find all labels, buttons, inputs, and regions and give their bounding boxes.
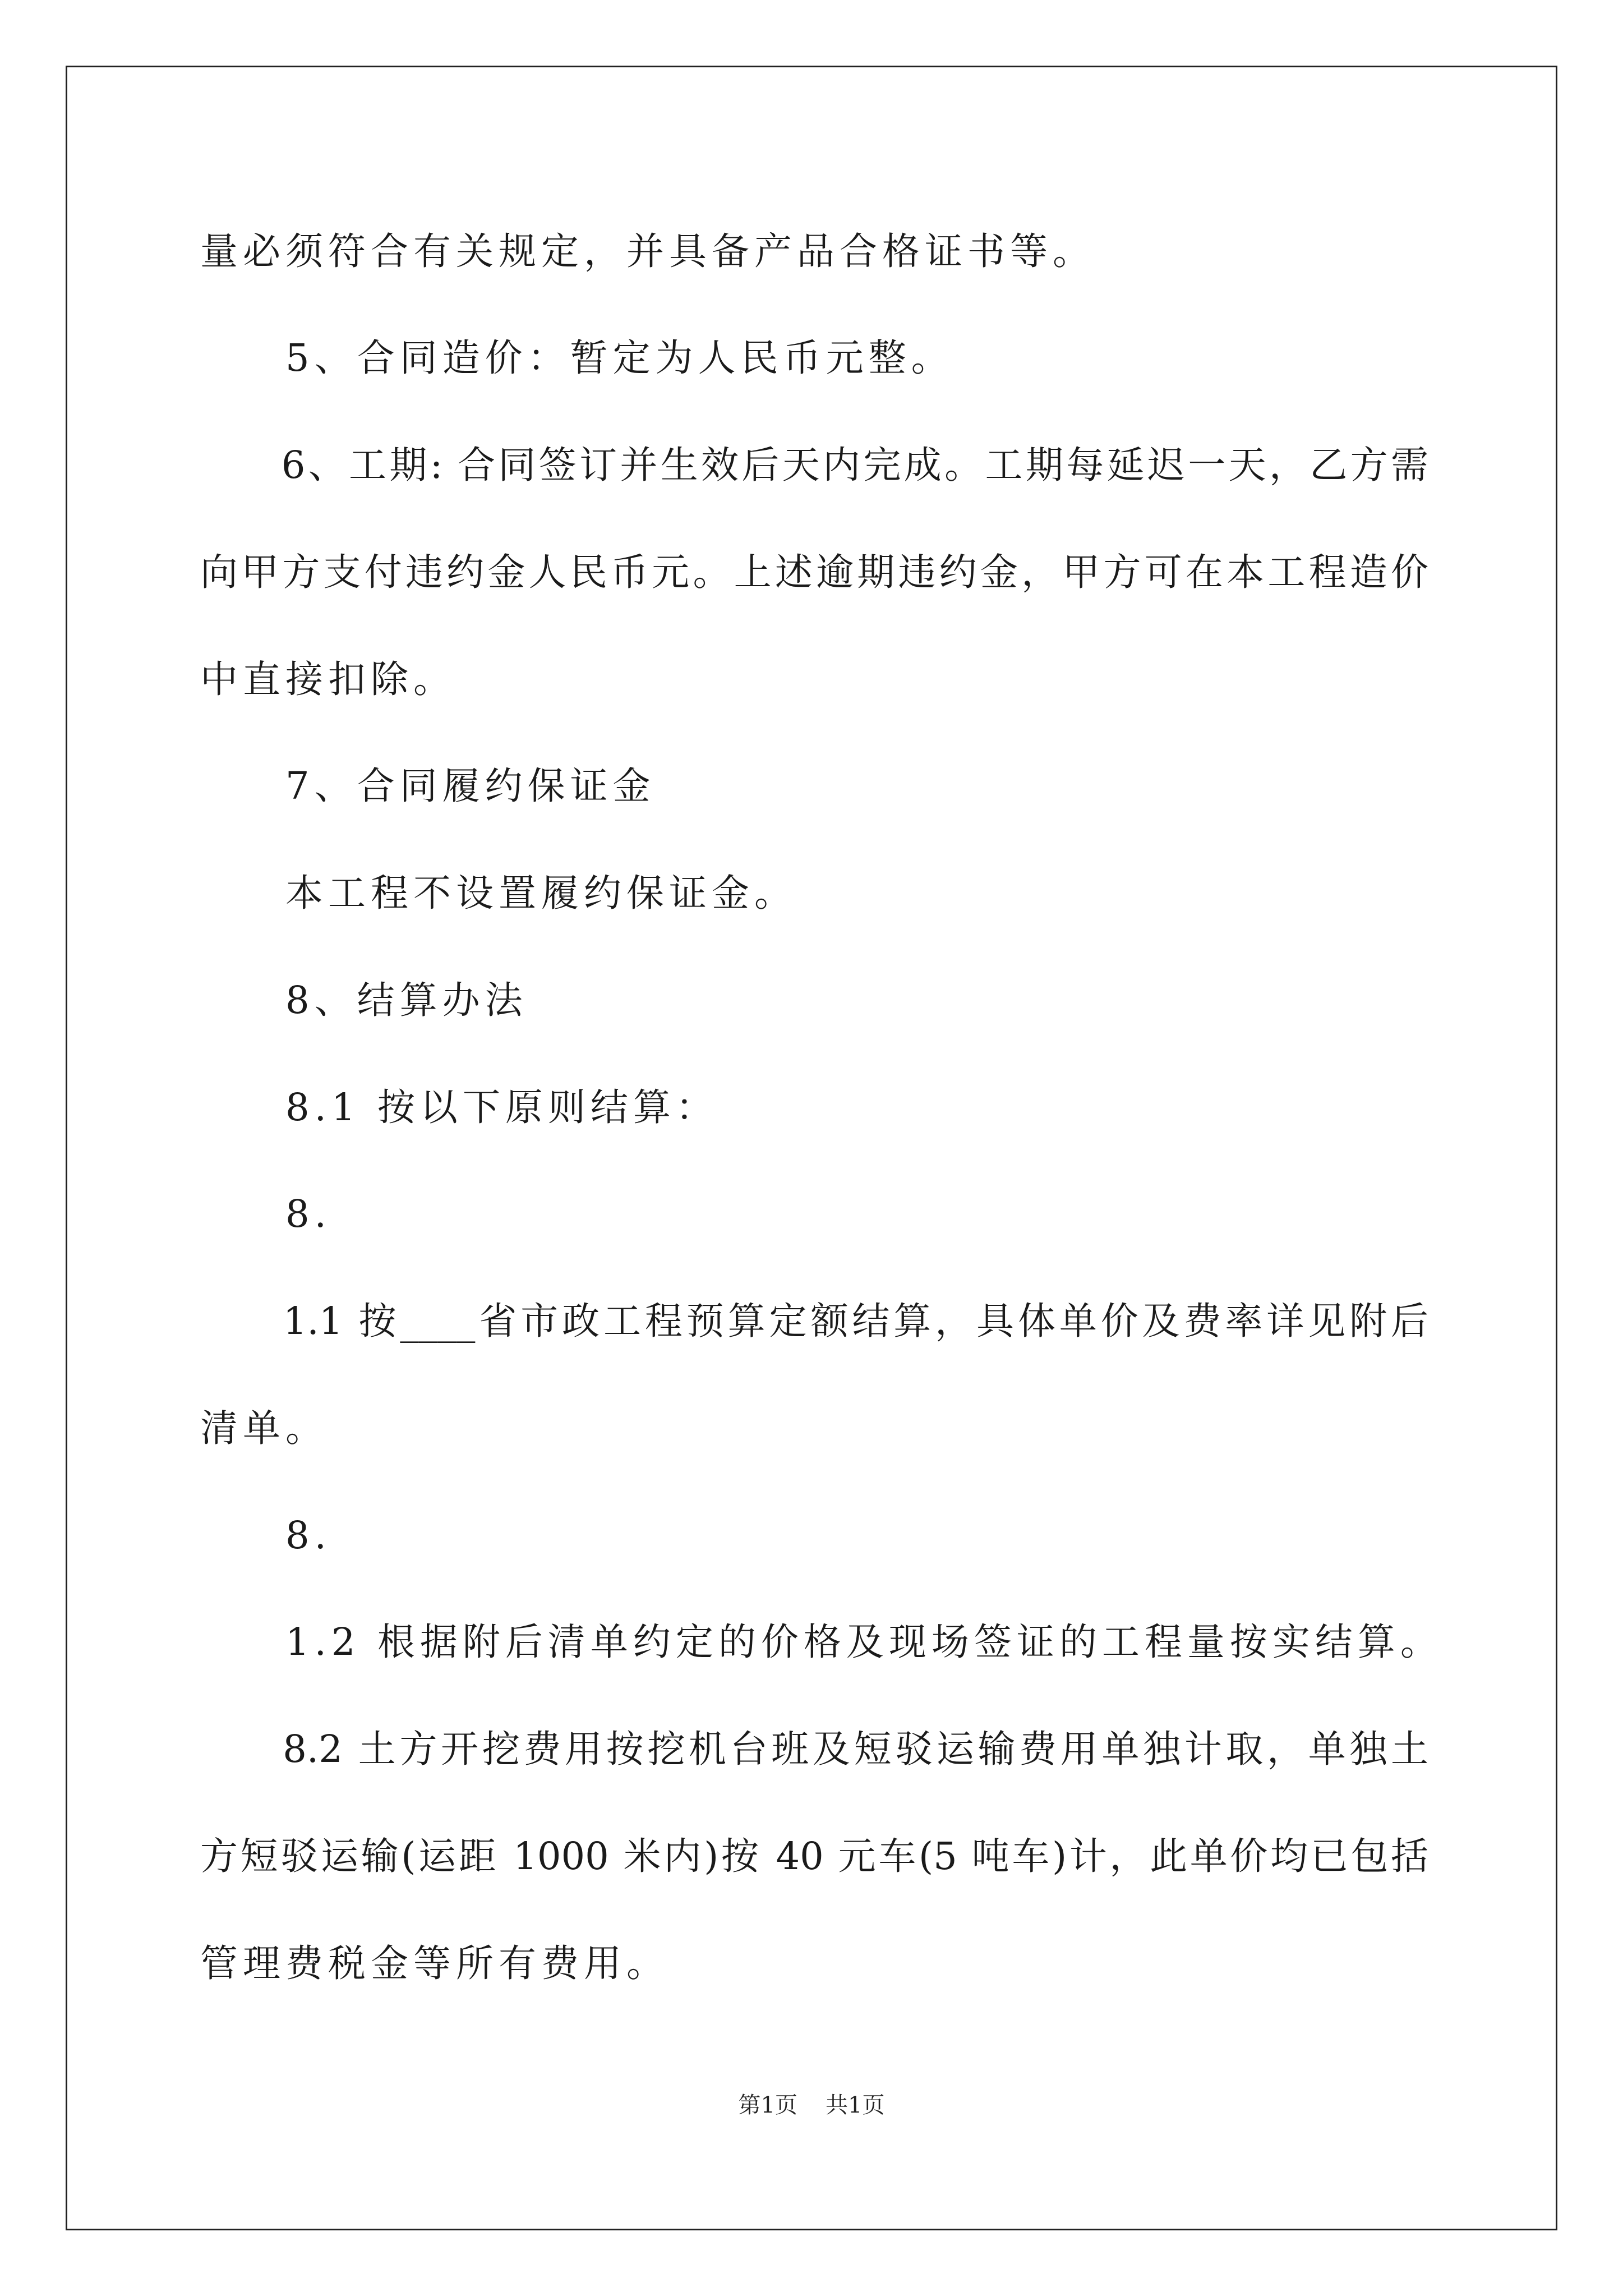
- text-line: 清单。: [200, 1406, 328, 1450]
- page-number: 第1页: [738, 2092, 797, 2118]
- page-footer: [0, 2094, 1623, 2116]
- text-line: 1.1 按____省市政工程预算定额结算，具体单价及费率详见附后: [200, 1299, 1428, 1343]
- text-line: 6、工期: 合同签订并生效后天内完成。工期每延迟一天，乙方需: [200, 443, 1428, 487]
- text-line: 管理费税金等所有费用。: [200, 1941, 669, 1985]
- text-line: 量必须符合有关规定，并具备产品合格证书等。: [200, 229, 1095, 273]
- text-line: 8.2 土方开挖费用按挖机台班及短驳运输费用单独计取，单独土: [200, 1727, 1428, 1771]
- text-line: 中直接扣除。: [200, 657, 456, 701]
- text-line: 5、合同造价：暂定为人民币元整。: [200, 336, 954, 380]
- text-line: 8.1 按以下原则结算：: [200, 1085, 718, 1129]
- page-border: [66, 66, 1557, 2230]
- text-line: 8、结算办法: [200, 978, 528, 1022]
- text-line: 本工程不设置履约保证金。: [200, 871, 797, 915]
- text-line: 8.: [200, 1192, 331, 1236]
- text-line: 向甲方支付违约金人民币元。上述逾期违约金，甲方可在本工程造价: [200, 550, 1428, 594]
- page-total: 共1页: [826, 2092, 885, 2118]
- text-line: 8.: [200, 1513, 331, 1557]
- text-line: 1.2 根据附后清单约定的价格及现场签证的工程量按实结算。: [200, 1620, 1443, 1664]
- text-line: 7、合同履约保证金: [200, 764, 656, 808]
- text-line: 方短驳运输(运距 1000 米内)按 40 元车(5 吨车)计，此单价均已包括: [200, 1834, 1428, 1878]
